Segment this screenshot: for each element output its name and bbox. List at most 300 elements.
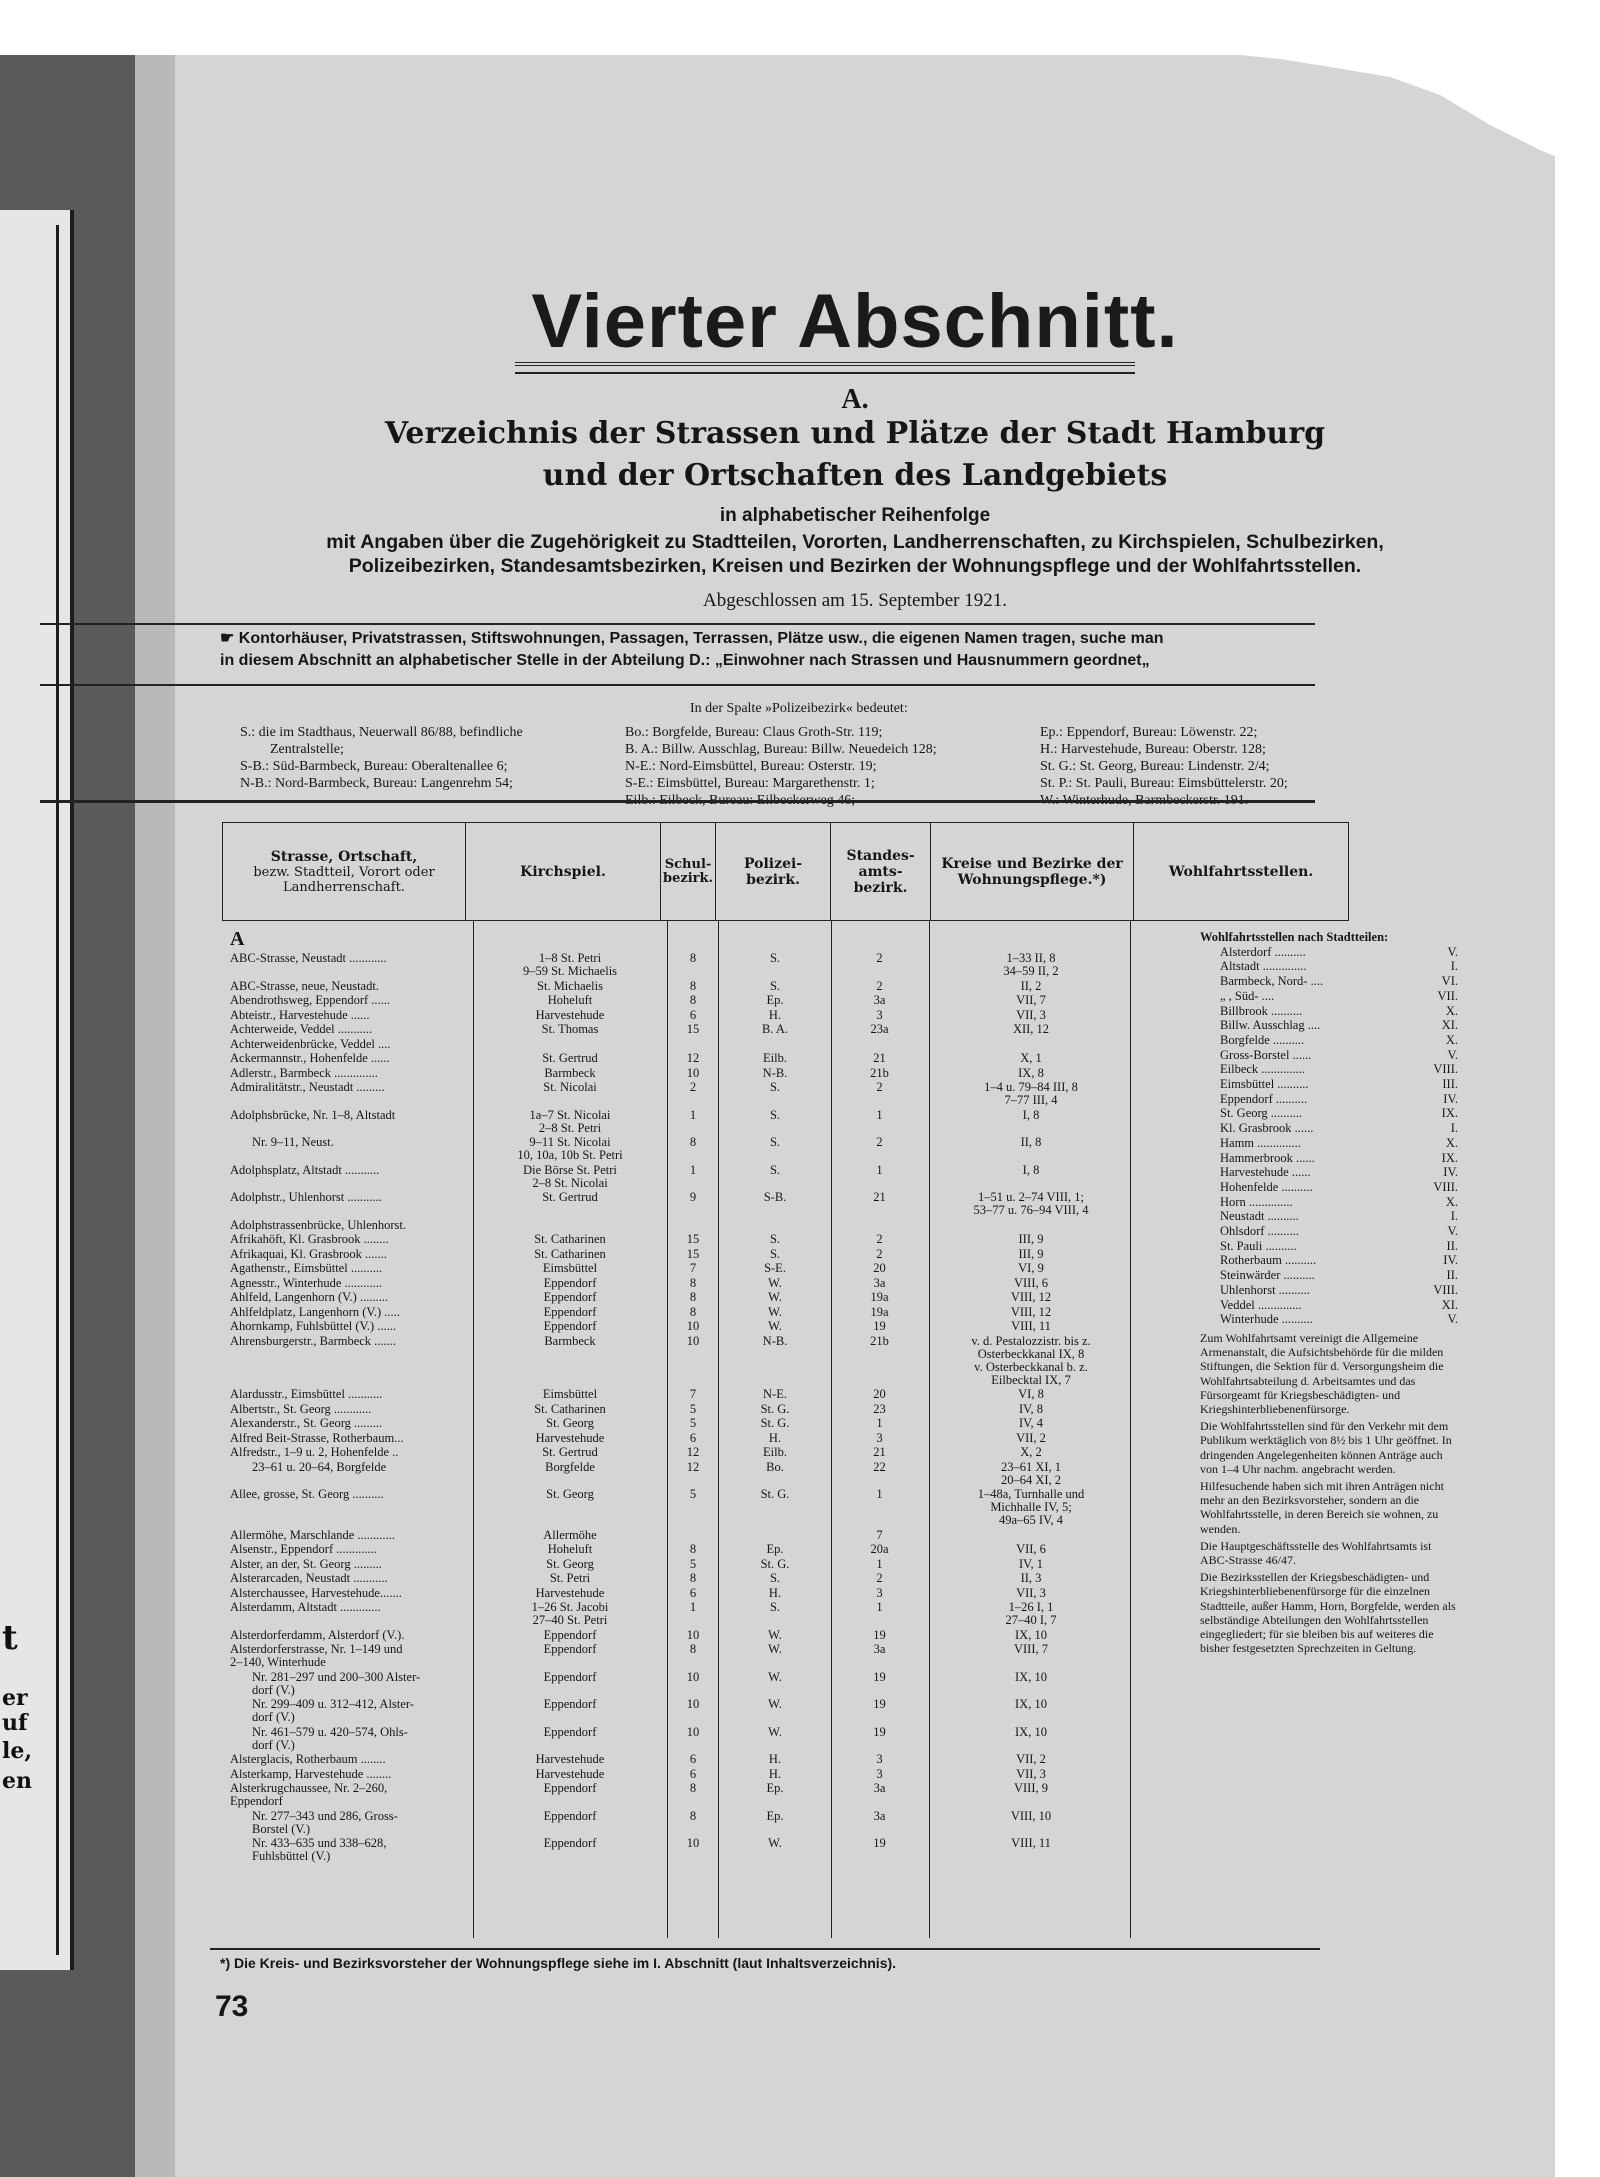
table-cell — [932, 1558, 1130, 1571]
cell-line: Ep. — [766, 1809, 784, 1823]
table-cell — [832, 1335, 927, 1348]
cell-line: 1 — [876, 1163, 883, 1177]
cell-line: 3a — [873, 994, 886, 1007]
welfare-list-item — [1200, 1033, 1458, 1048]
table-cell — [932, 1629, 1130, 1642]
table-cell — [668, 1388, 718, 1401]
table-cell — [932, 1277, 1130, 1290]
cell-line: 2 — [876, 1136, 883, 1149]
cell-line: H. — [768, 1767, 782, 1781]
table-cell — [668, 1417, 718, 1430]
table-cell — [720, 1081, 830, 1094]
welfare-list — [1200, 945, 1458, 1327]
table-cell — [668, 1837, 718, 1850]
cell-line: IX, 10 — [1015, 1670, 1047, 1684]
table-cell — [668, 1671, 718, 1684]
table-cell — [230, 1461, 492, 1474]
cell-line: 6 — [689, 1586, 697, 1600]
table-cell — [230, 1810, 492, 1836]
cell-line: 12 — [686, 1052, 700, 1065]
legend-item: H.: Harvestehude, Bureau: Oberstr. 128; — [1040, 742, 1266, 757]
cell-line: Eppendorf — [543, 1628, 597, 1642]
cell-line: Adolphstr., Uhlenhorst ........... — [230, 1191, 382, 1204]
cell-line: Abendrothsweg, Eppendorf ...... — [230, 994, 391, 1007]
table-cell — [230, 1488, 470, 1501]
cell-line: N-B. — [762, 1334, 788, 1348]
welfare-list-item — [1200, 945, 1458, 960]
cell-line: S-E. — [764, 1262, 786, 1275]
cell-line: 10 — [686, 1725, 700, 1739]
cell-line: VIII, 10 — [1010, 1809, 1052, 1823]
table-cell — [475, 1529, 665, 1542]
table-cell — [668, 1488, 718, 1501]
table-cell — [230, 1529, 470, 1542]
welfare-note: Die Wohlfahrtsstellen sind für den Verkehr mit dem Publikum werktäglich von 8½ bis 1 Uhr geöffnet. In dringenden Angelegenheiten können Anträge auch von 1–4 Uhr nachm. angebracht werden. — [1200, 1419, 1452, 1476]
cell-line: dorf (V.) — [252, 1682, 295, 1697]
table-cell — [668, 1306, 718, 1319]
table-cell — [932, 1262, 1130, 1275]
welfare-list-item — [1200, 1121, 1458, 1136]
cell-line: VI, 8 — [1018, 1388, 1044, 1401]
cell-line: 1a–7 St. Nicolai — [529, 1108, 611, 1122]
table-cell — [832, 1052, 927, 1065]
table-cell — [932, 1461, 1130, 1487]
cell-line: 8 — [689, 1305, 697, 1319]
welfare-heading: Wohlfahrtsstellen nach Stadtteilen: — [1200, 930, 1389, 944]
cell-line: 5 — [689, 1402, 697, 1416]
table-cell — [230, 1768, 470, 1781]
col-header-police: Polizei-bezirk. — [716, 823, 831, 921]
welfare-district: Winterhude .......... — [1220, 1312, 1313, 1327]
cell-line: 21 — [873, 1191, 886, 1204]
cell-line: dorf (V.) — [252, 1710, 295, 1724]
legend-item: Ep.: Eppendorf, Bureau: Löwenstr. 22; — [1040, 725, 1258, 740]
table-cell — [475, 1601, 665, 1627]
welfare-district: Horn .............. — [1220, 1194, 1293, 1209]
table-cell — [832, 1009, 927, 1022]
cell-line: 7 — [876, 1528, 883, 1542]
cell-line: St. Petri — [549, 1572, 591, 1585]
welfare-district: Uhlenhorst .......... — [1220, 1282, 1310, 1297]
table-cell — [230, 1572, 470, 1585]
cell-line: Afrikaquai, Kl. Grasbrook ....... — [230, 1247, 387, 1261]
table-cell — [230, 1837, 492, 1863]
table-cell — [230, 1753, 470, 1766]
table-cell — [668, 1277, 718, 1290]
welfare-list-item — [1200, 1077, 1458, 1092]
legend-item: S-B.: Süd-Barmbeck, Bureau: Oberaltenallee 6; — [240, 759, 508, 774]
table-cell — [668, 1768, 718, 1781]
cell-line: Borgfelde — [545, 1460, 595, 1474]
welfare-district: Hamm .............. — [1220, 1135, 1301, 1150]
table-cell — [475, 1446, 665, 1459]
welfare-number: V. — [1447, 944, 1458, 959]
cell-line: S. — [769, 1233, 781, 1246]
table-cell — [475, 1629, 665, 1642]
cell-line: H. — [768, 1431, 782, 1445]
table-cell — [475, 1009, 665, 1022]
welfare-number: IV. — [1443, 1253, 1458, 1268]
cell-line: Alfred Beit-Strasse, Rotherbaum... — [230, 1431, 404, 1445]
cell-line: Borstel (V.) — [252, 1821, 311, 1836]
table-cell — [475, 1432, 665, 1445]
cell-line: S. — [769, 1601, 781, 1614]
header-text: Strasse, Ortschaft, — [270, 848, 418, 865]
cell-line: VII, 2 — [1016, 1431, 1046, 1445]
welfare-number: V. — [1447, 1312, 1458, 1327]
table-cell — [832, 1164, 927, 1177]
cell-line: Nr. 433–635 und 338–628, — [252, 1837, 387, 1850]
cell-line: St. Catharinen — [534, 1402, 606, 1416]
welfare-list-item — [1200, 1151, 1458, 1166]
table-cell — [832, 1248, 927, 1261]
cell-line: St. Georg — [546, 1417, 594, 1430]
table-cell — [475, 952, 665, 978]
cell-line: ABC-Strasse, neue, Neustadt. — [230, 979, 379, 993]
table-cell — [720, 1320, 830, 1333]
table-cell — [475, 1067, 665, 1080]
cell-line: Alsterarcaden, Neustadt ........... — [230, 1572, 388, 1585]
table-cell — [932, 1081, 1130, 1107]
cell-line: 21b — [870, 1334, 889, 1348]
table-cell — [230, 1403, 470, 1416]
cell-line: 1–51 u. 2–74 VIII, 1; — [977, 1191, 1084, 1204]
table-cell — [720, 1067, 830, 1080]
legend-item: Bo.: Borgfelde, Bureau: Claus Groth-Str. 119; — [625, 725, 883, 740]
cell-line: 21 — [873, 1446, 886, 1459]
table-cell — [230, 1417, 470, 1430]
cell-line: VII, 7 — [1016, 994, 1046, 1007]
table-cell — [720, 1277, 830, 1290]
cell-line: Eppendorf — [543, 1276, 597, 1290]
table-cell — [475, 1671, 665, 1684]
cell-line: N-B. — [762, 1066, 788, 1080]
cell-line: Bo. — [766, 1460, 784, 1474]
cell-line: VIII, 6 — [1013, 1276, 1048, 1290]
legend-item: Zentralstelle; — [270, 742, 344, 757]
cell-line: 6 — [689, 1431, 697, 1445]
cell-line: 2 — [876, 979, 883, 993]
table-cell — [230, 1248, 470, 1261]
table-cell — [475, 1753, 665, 1766]
welfare-number: VII. — [1437, 988, 1458, 1003]
legend-col-1 — [240, 724, 523, 792]
cell-line: Hoheluft — [547, 1543, 593, 1556]
cell-line: Agathenstr., Eimsbüttel .......... — [230, 1262, 383, 1275]
cell-line: Alsterkamp, Harvestehude ........ — [230, 1767, 392, 1781]
cell-line: 23–61 u. 20–64, Borgfelde — [252, 1460, 387, 1474]
cell-line: 8 — [689, 1291, 697, 1304]
legend-item: St. P.: St. Pauli, Bureau: Eimsbüttelerstr. 20; — [1040, 776, 1288, 791]
cell-line: Eppendorf — [543, 1698, 597, 1711]
cell-line: Alster, an der, St. Georg ......... — [230, 1557, 382, 1571]
facing-page-fragment: en — [2, 1768, 32, 1794]
cell-line: Eppendorf — [543, 1305, 597, 1319]
cell-line: 19 — [873, 1725, 886, 1739]
cell-line: Michhalle IV, 5; — [990, 1500, 1072, 1514]
welfare-note: Zum Wohlfahrtsamt vereinigt die Allgemeine Armenanstalt, die Aufsichtsbehörde für die milden Stiftungen, die Sektion für d. Versorgungsheim die Wohlfahrtsabteilung d. Arbeitsamtes und das Fürsorgeamt für Kriegsbeschädigten- und Kriegshinterbliebenenfürsorge. — [1200, 1330, 1444, 1416]
heading-line-3: in alphabetischer Reihenfolge — [719, 505, 991, 526]
table-cell — [932, 1601, 1130, 1627]
cell-line: 1 — [689, 1108, 697, 1122]
table-cell — [475, 1558, 665, 1571]
table-cell — [832, 1277, 927, 1290]
table-cell — [832, 1109, 927, 1122]
table-cell — [668, 1432, 718, 1445]
table-cell — [720, 1335, 830, 1348]
cell-line: 21b — [870, 1066, 889, 1080]
table-cell — [230, 1543, 470, 1556]
welfare-list-item — [1200, 1004, 1458, 1019]
cell-line: 19 — [873, 1837, 886, 1850]
cell-line: X, 2 — [1020, 1446, 1042, 1459]
cell-line: VIII, 11 — [1011, 1837, 1051, 1850]
table-cell — [475, 1403, 665, 1416]
table-cell — [832, 1726, 927, 1739]
welfare-district: Eimsbüttel .......... — [1220, 1077, 1309, 1092]
table-cell — [230, 1023, 470, 1036]
cell-line: II, 3 — [1020, 1572, 1042, 1585]
table-cell — [932, 1753, 1130, 1766]
table-cell — [668, 1109, 718, 1122]
table-cell — [720, 1009, 830, 1022]
cell-line: 1 — [876, 1557, 883, 1571]
table-cell — [832, 1572, 927, 1585]
cell-line: 19 — [873, 1670, 886, 1684]
welfare-district: Neustadt .......... — [1220, 1209, 1299, 1224]
table-cell — [720, 1837, 830, 1850]
table-cell — [832, 1753, 927, 1766]
welfare-district: Kl. Grasbrook ...... — [1220, 1121, 1314, 1136]
table-cell — [475, 1109, 665, 1135]
cell-line: VII, 3 — [1016, 1586, 1046, 1600]
table-cell — [932, 1009, 1130, 1022]
welfare-district: Altstadt .............. — [1220, 959, 1307, 974]
welfare-number: IV. — [1443, 1091, 1458, 1106]
cell-line: S. — [769, 1572, 781, 1585]
welfare-list-item — [1200, 1048, 1458, 1063]
table-cell — [475, 1191, 665, 1204]
table-cell — [668, 1233, 718, 1246]
table-cell — [230, 1432, 470, 1445]
table-cell — [230, 1164, 470, 1177]
cell-line: Allermöhe, Marschlande ............ — [230, 1528, 395, 1542]
welfare-list-item — [1200, 1209, 1458, 1224]
table-cell — [832, 1488, 927, 1501]
cell-line: 6 — [689, 1008, 697, 1022]
table-cell — [720, 1248, 830, 1261]
table-cell — [932, 1837, 1130, 1850]
welfare-number: XI. — [1441, 1297, 1458, 1312]
cell-line: VIII, 11 — [1011, 1320, 1051, 1333]
cell-line: 1–8 St. Petri — [538, 952, 602, 965]
cell-line: 53–77 u. 76–94 VIII, 4 — [973, 1203, 1089, 1217]
cell-line: ABC-Strasse, Neustadt ............ — [230, 952, 387, 965]
table-cell — [932, 1768, 1130, 1781]
table-cell — [720, 1136, 830, 1149]
welfare-number: I. — [1450, 1121, 1458, 1136]
table-cell — [668, 1191, 718, 1204]
rule — [40, 623, 1315, 625]
welfare-list-item — [1200, 1092, 1458, 1107]
cell-line: 3a — [873, 1276, 886, 1290]
cell-line: 1–26 I, 1 — [1008, 1601, 1054, 1614]
cell-line: 8 — [689, 1276, 697, 1290]
table-cell — [832, 1081, 927, 1094]
col-header-registry: Standes-amts-bezirk. — [831, 823, 931, 921]
table-cell — [668, 1335, 718, 1348]
rule — [210, 1948, 1320, 1950]
table-cell — [668, 1572, 718, 1585]
table-cell — [230, 1643, 470, 1669]
cell-line: Harvestehude — [535, 1753, 605, 1766]
cell-line: 15 — [686, 1247, 700, 1261]
table-cell — [230, 1136, 492, 1149]
welfare-district: „ , Süd- .... — [1220, 988, 1275, 1003]
table-cell — [475, 1233, 665, 1246]
table-cell — [720, 1587, 830, 1600]
cell-line: W. — [768, 1628, 782, 1642]
cell-line: St. Georg — [546, 1557, 594, 1571]
table-cell — [668, 1726, 718, 1739]
table-cell — [720, 952, 830, 965]
table-cell — [230, 1038, 470, 1051]
cell-line: 19a — [870, 1291, 889, 1304]
cell-line: 3 — [876, 1431, 883, 1445]
table-cell — [230, 980, 470, 993]
table-cell — [932, 1810, 1130, 1823]
cell-line: 1 — [689, 1163, 697, 1177]
cell-line: Ackermannstr., Hohenfelde ...... — [230, 1052, 390, 1065]
table-header — [222, 822, 1349, 921]
cell-line: 20 — [873, 1388, 886, 1401]
table-cell — [668, 952, 718, 965]
table-cell — [720, 1023, 830, 1036]
table-cell — [475, 1023, 665, 1036]
cell-line: 27–40 I, 7 — [1005, 1613, 1057, 1627]
table-cell — [475, 1417, 665, 1430]
table-cell — [668, 1248, 718, 1261]
cell-line: IX, 10 — [1015, 1698, 1047, 1711]
table-cell — [475, 1461, 665, 1474]
table-cell — [230, 1291, 470, 1304]
table-cell — [832, 1810, 927, 1823]
table-cell — [230, 1726, 492, 1752]
table-cell — [230, 1601, 470, 1614]
cell-line: 10 — [686, 1628, 700, 1642]
table-cell — [932, 1403, 1130, 1416]
cell-line: 8 — [689, 952, 697, 965]
welfare-district: Steinwärder .......... — [1220, 1268, 1315, 1283]
cell-line: N-E. — [763, 1388, 787, 1401]
cell-line: Alexanderstr., St. Georg ......... — [230, 1417, 383, 1430]
table-cell — [475, 1837, 665, 1850]
page-number: 73 — [215, 1990, 249, 2023]
subsection-letter: A. — [841, 384, 869, 415]
table-cell — [230, 1219, 470, 1232]
welfare-list-item — [1200, 1136, 1458, 1151]
cell-line: VII, 3 — [1016, 1767, 1046, 1781]
table-cell — [932, 1233, 1130, 1246]
cell-line: 10 — [686, 1334, 700, 1348]
table-cell — [668, 1164, 718, 1177]
table-cell — [720, 1488, 830, 1501]
cell-line: 23–61 XI, 1 — [1000, 1460, 1062, 1474]
cell-line: 10 — [686, 1698, 700, 1711]
table-cell — [720, 1558, 830, 1571]
table-cell — [230, 1067, 470, 1080]
notice-text — [220, 628, 1485, 672]
table-cell — [668, 1023, 718, 1036]
welfare-list-item — [1200, 1106, 1458, 1121]
cell-line: 5 — [689, 1488, 697, 1501]
table-cell — [832, 1558, 927, 1571]
cell-line: Alsterdorferstrasse, Nr. 1–149 und — [230, 1643, 403, 1656]
cell-line: W. — [768, 1837, 782, 1850]
cell-line: VII, 3 — [1016, 1008, 1046, 1022]
table-cell — [932, 1248, 1130, 1261]
welfare-number: VI. — [1441, 974, 1458, 989]
table-cell — [932, 1782, 1130, 1795]
welfare-district: Alsterdorf .......... — [1220, 944, 1306, 959]
cell-line: 6 — [689, 1767, 697, 1781]
facing-page-fragment: er — [2, 1685, 28, 1711]
cell-line: Fuhlsbüttel (V.) — [252, 1849, 331, 1863]
welfare-number: III. — [1442, 1077, 1458, 1092]
cell-line: 8 — [689, 1543, 697, 1556]
welfare-district: Eilbeck .............. — [1220, 1062, 1306, 1077]
table-cell — [720, 1388, 830, 1401]
cell-line: 1–33 II, 8 — [1006, 952, 1056, 965]
cell-line: 9–59 St. Michaelis — [522, 964, 618, 978]
cell-line: VII, 2 — [1016, 1753, 1046, 1766]
cell-line: Afrikahöft, Kl. Grasbrook ........ — [230, 1233, 389, 1246]
table-cell — [720, 1810, 830, 1823]
cell-line: 5 — [689, 1417, 697, 1430]
table-cell — [832, 1601, 927, 1614]
welfare-district: Ohlsdorf .......... — [1220, 1224, 1299, 1239]
table-cell — [230, 1558, 470, 1571]
welfare-list-item — [1200, 974, 1458, 989]
table-cell — [475, 1488, 665, 1501]
welfare-column — [1200, 930, 1458, 1658]
cell-line: 8 — [689, 994, 697, 1007]
cell-line: 3 — [876, 1008, 883, 1022]
table-cell — [932, 1136, 1130, 1149]
cell-line: St. Gertrud — [542, 1446, 598, 1459]
cell-line: II, 8 — [1020, 1136, 1042, 1149]
cell-line: v. d. Pestalozzistr. bis z. — [971, 1334, 1091, 1348]
table-cell — [668, 1262, 718, 1275]
cell-line: XII, 12 — [1012, 1023, 1050, 1036]
table-cell — [475, 1810, 665, 1823]
welfare-number: X. — [1445, 1135, 1458, 1150]
welfare-number: X. — [1445, 1003, 1458, 1018]
cell-line: St. Nicolai — [543, 1081, 597, 1094]
table-cell — [230, 1191, 470, 1204]
cell-line: 6 — [689, 1753, 697, 1766]
table-cell — [230, 1446, 470, 1459]
cell-line: IV, 8 — [1018, 1402, 1044, 1416]
table-cell — [230, 1698, 492, 1724]
cell-line: Nr. 461–579 u. 420–574, Ohls- — [252, 1725, 408, 1739]
table-cell — [720, 1572, 830, 1585]
section-title: Vierter Abschnitt. — [531, 279, 1179, 364]
cell-line: St. Catharinen — [534, 1247, 606, 1261]
cell-line: St. G. — [760, 1557, 790, 1571]
table-cell — [475, 1291, 665, 1304]
cell-line: 10 — [686, 1837, 700, 1850]
